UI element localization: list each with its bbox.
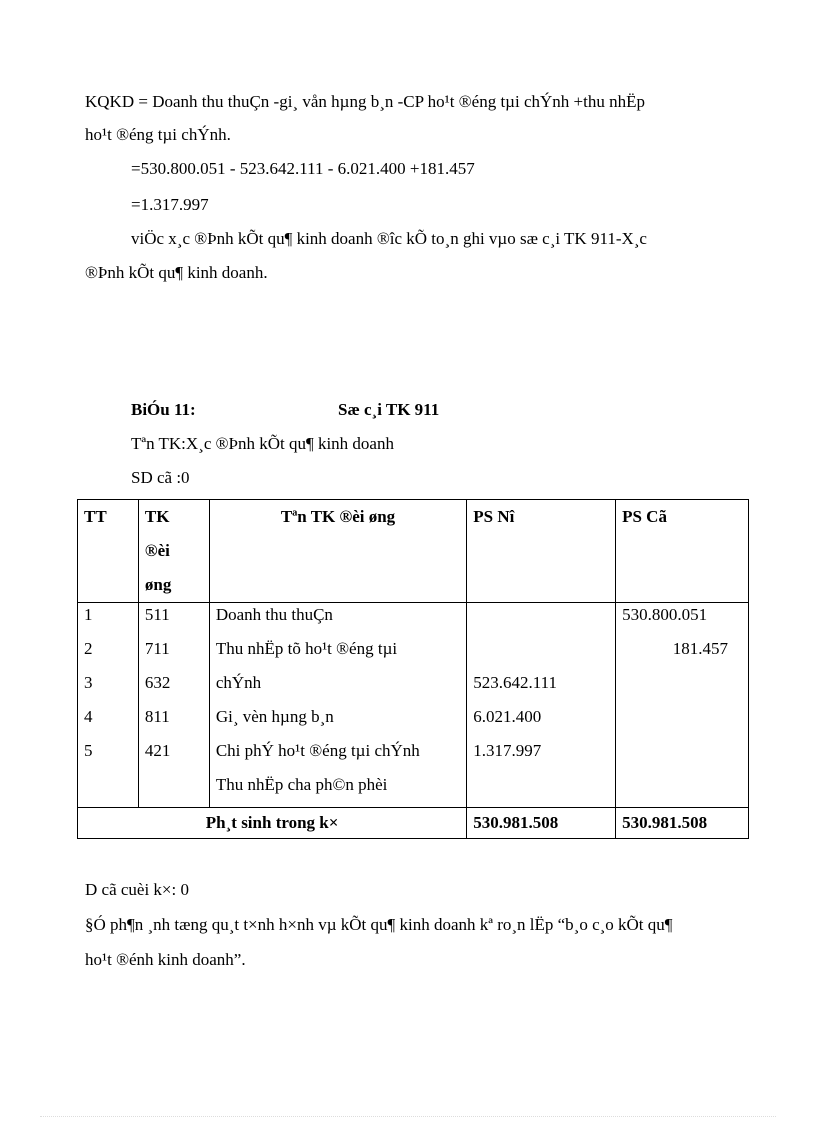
account-code: 711: [144, 639, 170, 658]
account-name-cell: Chi phÝ ho¹t ®éng tµi chÝnh: [215, 741, 420, 760]
credit-value: [622, 705, 742, 739]
header-tt: TT: [78, 500, 139, 603]
header-account-name: Tªn TK ®èi øng: [209, 500, 466, 603]
account-name-column: [209, 603, 466, 808]
note-line-1: §Ó ph¶n ¸nh tæng qu¸t t×nh h×nh vµ kÕt qu¶ kinh doanh kª ro¸n lËp “b¸o c¸o kÕt qu¶: [85, 915, 673, 934]
header-tk-line-2: ®èi: [144, 541, 170, 560]
total-credit: 530.981.508: [616, 808, 749, 839]
credit-value: [622, 671, 742, 705]
paragraph-line-2: ®Þnh kÕt qu¶ kinh doanh.: [85, 263, 268, 282]
paragraph-line-1: viÖc x¸c ®Þnh kÕt qu¶ kinh doanh ®îc kÕ to¸n ghi vµo sæ c¸i TK 911-X¸c: [131, 229, 647, 248]
account-name-cell: Gi¸ vèn hµng b¸n: [215, 707, 334, 726]
closing-balance: D cã cuèi k×: 0: [85, 880, 189, 899]
debit-value: 523.642.111: [473, 673, 557, 692]
account-code: [145, 773, 203, 807]
table-header-row: [78, 500, 749, 603]
tt-value: 5: [84, 741, 93, 760]
account-code-column: [138, 603, 209, 808]
debit-value: 1.317.997: [473, 741, 542, 760]
header-debit: PS Nî: [467, 500, 616, 603]
header-tk: [138, 500, 209, 603]
book-title: Sæ c¸i TK 911: [338, 400, 440, 419]
ledger-table: [77, 499, 749, 839]
account-name-cell: Thu nhËp cha ph©n phèi: [215, 775, 388, 794]
tt-value: 2: [84, 639, 93, 658]
tt-value: 1: [84, 605, 93, 624]
result-line: =1.317.997: [131, 195, 209, 214]
header-credit: PS Cã: [616, 500, 749, 603]
formula-line-2: ho¹t ®éng tµi chÝnh.: [85, 125, 231, 144]
total-row: [78, 808, 749, 839]
account-name-cell: chÝnh: [215, 673, 262, 692]
credit-value: [622, 773, 742, 807]
debit-value: 6.021.400: [473, 707, 542, 726]
table-body-row: [78, 603, 749, 808]
calculation-line: =530.800.051 - 523.642.111 - 6.021.400 +181.457: [131, 159, 475, 178]
total-label: Ph¸t sinh trong k×: [78, 808, 467, 839]
credit-value: 530.800.051: [622, 605, 708, 624]
tt-value: 3: [84, 673, 93, 692]
opening-balance: SD cã :0: [131, 468, 190, 487]
debit-column: [467, 603, 616, 808]
tt-column: [78, 603, 139, 808]
account-code: 421: [144, 741, 171, 760]
debit-value: [473, 637, 609, 671]
debit-value: [473, 603, 609, 637]
account-name: Tªn TK:X¸c ®Þnh kÕt qu¶ kinh doanh: [131, 434, 394, 453]
total-debit: 530.981.508: [467, 808, 616, 839]
page-bottom-divider: [40, 1116, 776, 1117]
debit-value: [473, 773, 609, 807]
account-code: 511: [144, 605, 170, 624]
credit-value: 181.457: [672, 639, 728, 658]
credit-value: [622, 739, 742, 773]
note-line-2: ho¹t ®énh kinh doanh”.: [85, 950, 246, 969]
tt-value: [84, 773, 132, 807]
header-tk-line-1: TK: [144, 507, 170, 526]
account-name-cell: Thu nhËp tõ ho¹t ®éng tµi: [215, 639, 398, 658]
credit-column: [616, 603, 749, 808]
formula-line-1: KQKD = Doanh thu thuÇn -gi¸ vån hµng b¸n -CP ho¹t ®éng tµi chÝnh +thu nhËp: [85, 92, 645, 111]
header-tk-line-3: øng: [144, 575, 172, 594]
form-label: BiÓu 11:: [131, 400, 196, 419]
account-code: 632: [144, 673, 171, 692]
tt-value: 4: [84, 707, 93, 726]
account-code: 811: [144, 707, 170, 726]
account-name-cell: Doanh thu thuÇn: [215, 605, 333, 624]
